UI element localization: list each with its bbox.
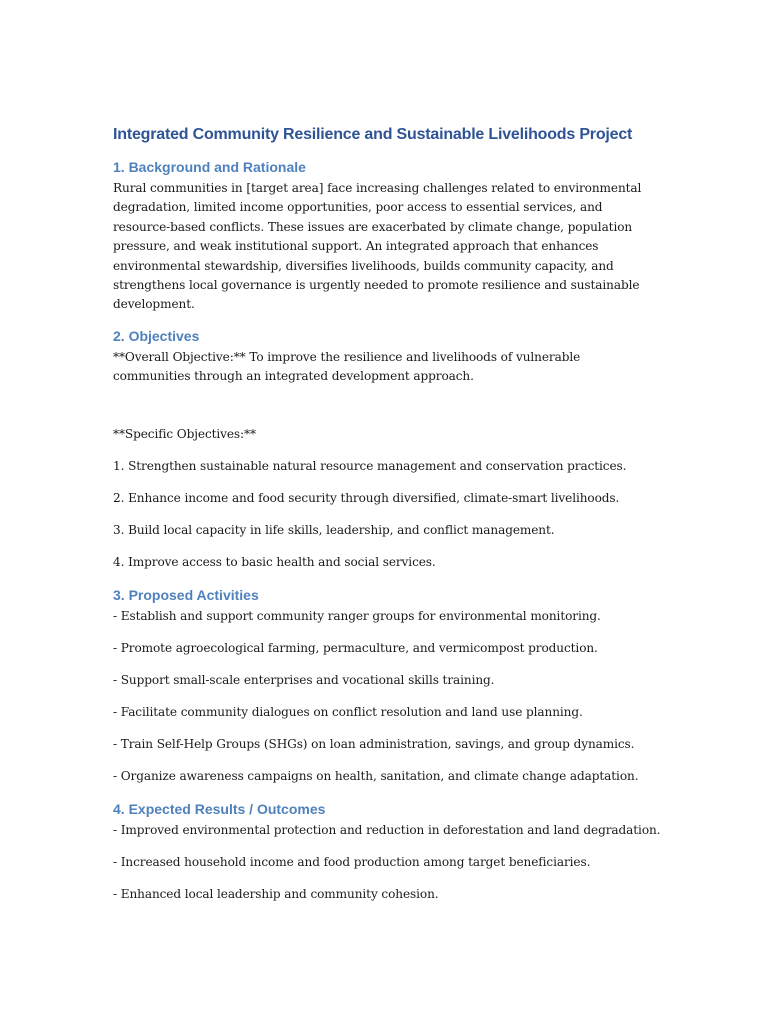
- section-background: [113, 157, 658, 315]
- document-title: Integrated Community Resilience and Sustainable Livelihoods Project: [113, 126, 633, 143]
- section-heading-results: 4. Expected Results / Outcomes: [113, 801, 326, 818]
- section-objectives: [113, 326, 658, 572]
- list-item: - Establish and support community ranger groups for environmental monitoring.: [113, 609, 601, 624]
- list-item: - Support small-scale enterprises and vocational skills training.: [113, 673, 495, 688]
- specific-objectives-label: **Specific Objectives:**: [113, 426, 256, 441]
- list-item: - Facilitate community dialogues on conflict resolution and land use planning.: [113, 705, 583, 720]
- list-item: 2. Enhance income and food security through diversified, climate-smart livelihoods.: [113, 490, 620, 505]
- section-heading-activities: 3. Proposed Activities: [113, 587, 259, 604]
- list-item: 4. Improve access to basic health and social services.: [113, 554, 436, 569]
- background-paragraph: Rural communities in [target area] face increasing challenges related to environmental degradation, limited income opportunities, poor access to essential services, and resource-based conflicts. These issues are exacerbated by climate change, population pressure, and weak institutional support. An integrated approach that enhances environmental stewardship, diversifies livelihoods, builds community capacity, and strengthens local governance is urgently needed to promote resilience and sustainable development.: [113, 181, 642, 312]
- section-activities: [113, 585, 658, 786]
- list-item: 1. Strengthen sustainable natural resource management and conservation practices.: [113, 458, 627, 473]
- section-heading-objectives: 2. Objectives: [113, 327, 200, 344]
- section-heading-background: 1. Background and Rationale: [113, 159, 306, 175]
- list-item: - Enhanced local leadership and community cohesion.: [113, 887, 439, 902]
- list-item: - Organize awareness campaigns on health, sanitation, and climate change adaptation.: [113, 769, 639, 784]
- list-item: - Increased household income and food production among target beneficiaries.: [113, 855, 591, 870]
- spacer: [113, 387, 658, 425]
- overall-objective-paragraph: **Overall Objective:** To improve the resilience and livelihoods of vulnerable communities through an integrated development approach.: [113, 349, 581, 384]
- list-item: - Promote agroecological farming, permaculture, and vermicompost production.: [113, 641, 598, 656]
- document-page: [113, 124, 661, 917]
- section-results: [113, 799, 661, 904]
- list-item: - Train Self-Help Groups (SHGs) on loan administration, savings, and group dynamics.: [113, 737, 635, 752]
- list-item: - Improved environmental protection and reduction in deforestation and land degradation.: [113, 823, 661, 838]
- list-item: 3. Build local capacity in life skills, leadership, and conflict management.: [113, 522, 555, 537]
